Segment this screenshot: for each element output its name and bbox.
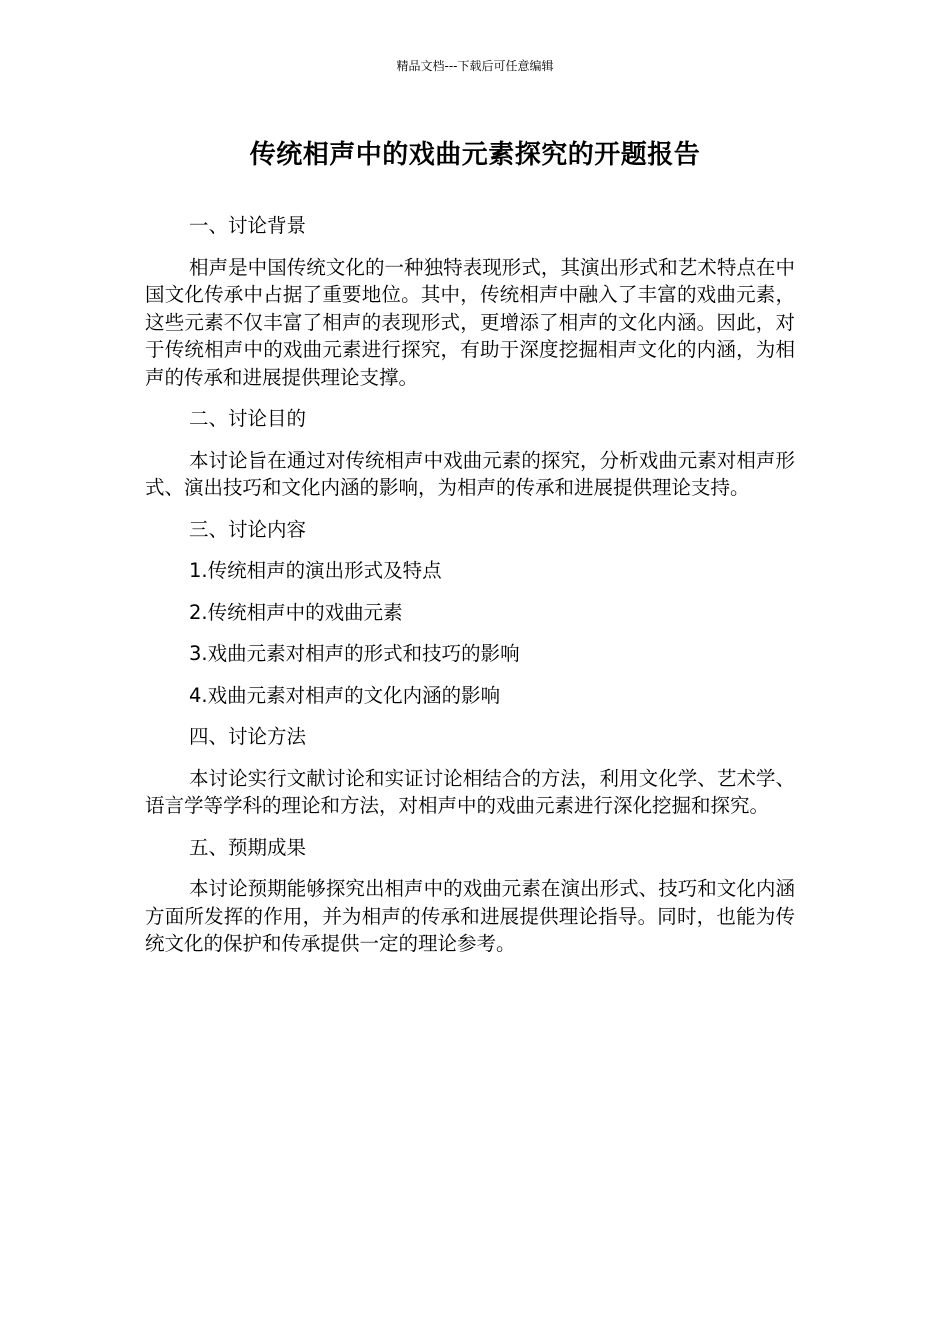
section-heading-method: 四、讨论方法 — [189, 725, 307, 748]
header-note: 精品文档---下载后可任意编辑 — [396, 59, 554, 73]
document-body — [145, 212, 795, 972]
document-title: 传统相声中的戏曲元素探究的开题报告 — [249, 140, 701, 170]
list-item: 2.传统相声中的戏曲元素 — [189, 600, 403, 624]
section-text-purpose: 本讨论旨在通过对传统相声中戏曲元素的探究，分析戏曲元素对相声形式、演出技巧和文化内涵的影响，为相声的传承和进展提供理论支持。 — [145, 448, 795, 499]
section-heading-results: 五、预期成果 — [189, 835, 307, 859]
section-heading-background: 一、讨论背景 — [189, 214, 307, 237]
list-item: 4.戏曲元素对相声的文化内涵的影响 — [189, 683, 501, 707]
section-text-background: 相声是中国传统文化的一种独特表现形式，其演出形式和艺术特点在中国文化传承中占据了重要地位。其中，传统相声中融入了丰富的戏曲元素，这些元素不仅丰富了相声的表现形式，更增添了相声的文化内涵。因此，对于传统相声中的戏曲元素进行探究，有助于深度挖掘相声文化的内涵，为相声的传承和进展提供理论支撑。 — [145, 255, 795, 389]
list-item: 1.传统相声的演出形式及特点 — [189, 559, 442, 582]
section-heading-content: 三、讨论内容 — [189, 517, 307, 541]
list-item: 3.戏曲元素对相声的形式和技巧的影响 — [189, 642, 520, 665]
section-text-method: 本讨论实行文献讨论和实证讨论相结合的方法，利用文化学、艺术学、语言学等学科的理论和方法，对相声中的戏曲元素进行深化挖掘和探究。 — [145, 766, 795, 817]
section-heading-purpose: 二、讨论目的 — [189, 407, 307, 430]
section-text-results: 本讨论预期能够探究出相声中的戏曲元素在演出形式、技巧和文化内涵方面所发挥的作用，并为相声的传承和进展提供理论指导。同时，也能为传统文化的保护和传承提供一定的理论参考。 — [145, 877, 795, 955]
